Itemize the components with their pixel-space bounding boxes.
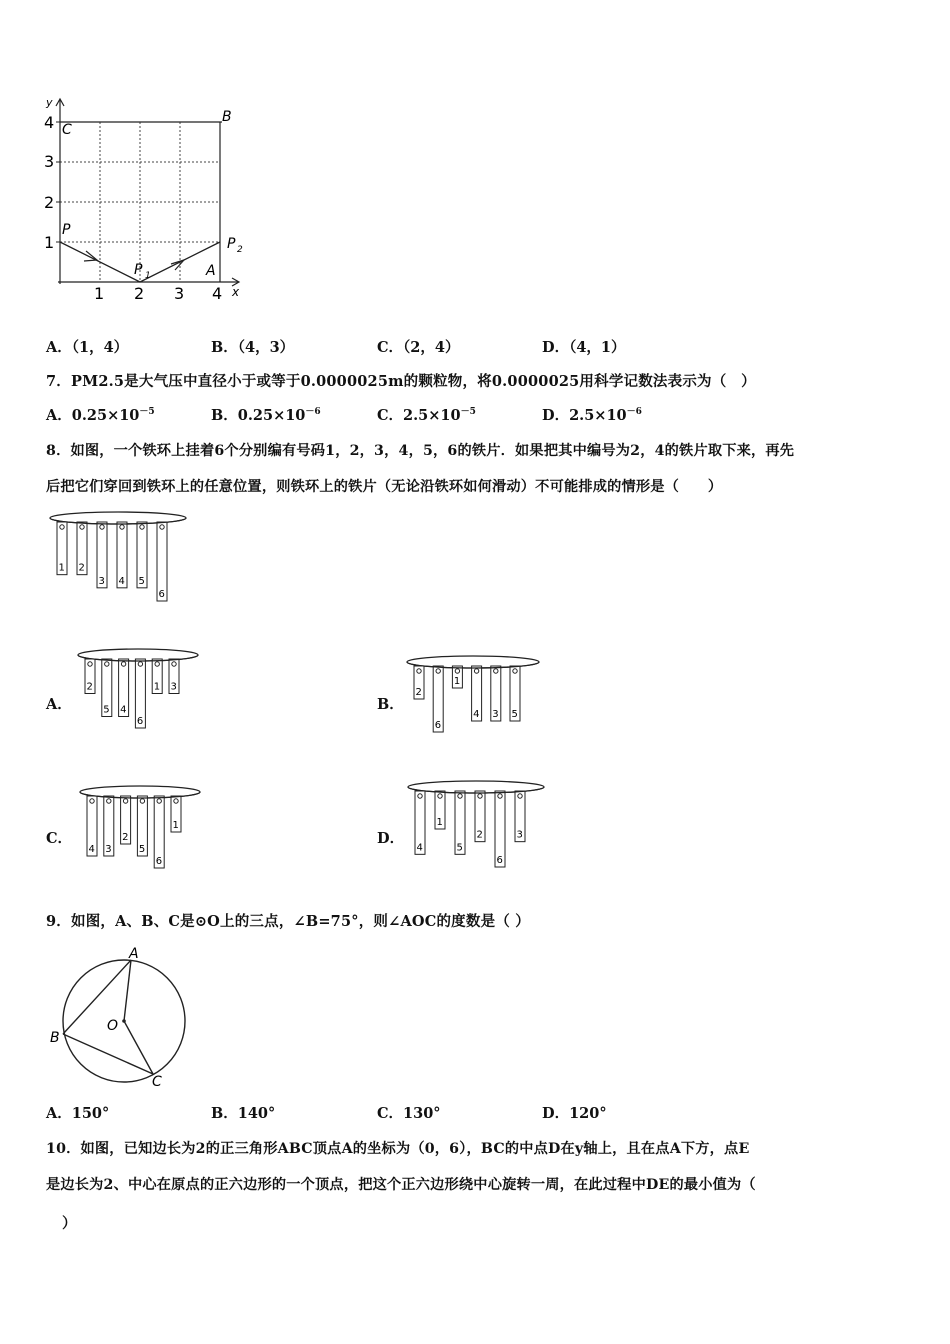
iron-tag (121, 796, 131, 844)
x-tick-1: 1 (94, 284, 105, 303)
iron-tag (472, 666, 482, 721)
iron-tag (491, 666, 501, 721)
iron-tag (137, 522, 147, 588)
q10-question-line1: 10．如图，已知边长为2的正三角形ABC顶点A的坐标为（0，6），BC的中点D在y轴上，且在点A下方，点E (46, 1141, 750, 1157)
y-tick-3: 3 (44, 152, 55, 171)
tag-number: 1 (172, 820, 179, 831)
tag-number: 4 (118, 575, 125, 587)
tag-number: 6 (158, 589, 165, 600)
iron-tag (415, 791, 425, 854)
tag-number: 6 (496, 855, 503, 866)
q7-option-b-base: B．0.25×10 (211, 407, 306, 424)
q9-point-o: O (107, 1018, 119, 1034)
tag-number: 1 (436, 817, 443, 828)
q7-option-d-base: D．2.5×10 (542, 407, 627, 424)
q8-original-ring-figure (48, 508, 188, 613)
iron-tag (154, 796, 164, 868)
point-label-b: B (222, 109, 232, 125)
tag-number: 1 (58, 562, 65, 574)
q9-point-c: C (152, 1074, 162, 1090)
q8-option-d-ring-figure[interactable] (406, 777, 546, 879)
iron-tag (495, 791, 505, 867)
point-label-p2-sub: 2 (237, 245, 243, 255)
point-label-p2: P (227, 236, 236, 252)
x-axis-label: x (232, 285, 240, 299)
tag-number: 5 (138, 844, 146, 855)
iron-tag (117, 522, 127, 588)
tag-number: 3 (105, 844, 112, 855)
q7-option-b[interactable] (211, 404, 321, 425)
q6-option-d[interactable]: D．（4，1） (542, 339, 626, 356)
q9-question-text: 9．如图，A、B、C是⊙O上的三点，∠B=75°，则∠AOC的度数是（ ） (46, 913, 530, 930)
q6-option-c[interactable]: C．（2，4） (377, 339, 460, 356)
iron-tag (435, 791, 445, 829)
q8-option-b-letter[interactable]: B． (377, 696, 404, 713)
tag-number: 4 (416, 842, 423, 854)
tag-number: 5 (103, 704, 110, 716)
q7-option-b-exp: －6 (305, 407, 321, 417)
q7-option-a[interactable] (46, 404, 155, 425)
tag-number: 2 (476, 829, 483, 841)
q8-option-c-ring-figure[interactable] (78, 782, 202, 880)
tag-number: 1 (153, 681, 161, 693)
iron-tag (87, 796, 97, 856)
point-label-p: P (62, 222, 71, 238)
y-axis-label: y (46, 96, 53, 109)
iron-tag (157, 522, 167, 601)
q7-option-d-exp: －6 (626, 407, 642, 417)
tag-number: 2 (78, 562, 85, 574)
iron-tag (119, 659, 129, 717)
q7-option-a-exp: －5 (139, 407, 155, 417)
q8-option-c-letter[interactable]: C． (46, 830, 73, 847)
q9-option-b[interactable]: B．140° (211, 1105, 276, 1122)
point-label-a: A (206, 263, 216, 279)
iron-tag (85, 659, 95, 694)
tag-number: 6 (136, 716, 144, 727)
q8-question-line1: 8．如图，一个铁环上挂着6个分别编有号码1，2，3，4，5，6的铁片．如果把其中编号为2，4的铁片取下来，再先 (46, 443, 795, 459)
q9-circle-figure (46, 944, 196, 1090)
y-tick-4: 4 (44, 113, 55, 132)
q9-option-c[interactable]: C．130° (377, 1105, 441, 1122)
q7-question-text: 7．PM2.5是大气压中直径小于或等于0.0000025m的颗粒物，将0.0000025用科学记数法表示为（ ） (46, 373, 756, 390)
q6-coordinate-figure (36, 92, 256, 306)
q7-option-c-exp: －5 (460, 407, 476, 417)
iron-tag (97, 522, 107, 588)
x-tick-4: 4 (212, 284, 223, 303)
point-label-p1: P (134, 262, 143, 278)
q7-option-c-base: C．2.5×10 (377, 407, 461, 424)
iron-tag (510, 666, 520, 721)
q7-option-a-base: A．0.25×10 (46, 407, 140, 424)
iron-tag (135, 659, 145, 728)
tag-number: 6 (155, 856, 163, 867)
iron-tag (77, 522, 87, 575)
iron-tag (152, 659, 162, 694)
tag-number: 4 (473, 709, 480, 720)
point-label-p1-sub: 1 (145, 271, 151, 281)
q9-point-a: A (129, 946, 139, 962)
tag-number: 1 (453, 676, 461, 687)
q9-option-a[interactable]: A．150° (46, 1105, 110, 1122)
tag-number: 5 (456, 842, 463, 854)
y-tick-2: 2 (44, 193, 55, 212)
q8-option-a-letter[interactable]: A． (46, 696, 72, 713)
q6-option-a[interactable]: A．（1，4） (46, 339, 129, 356)
iron-tag (137, 796, 147, 856)
x-tick-2: 2 (134, 284, 145, 303)
x-tick-3: 3 (174, 284, 185, 303)
iron-tag (455, 791, 465, 854)
tag-number: 4 (88, 844, 95, 855)
q10-question-line2: 是边长为2、中心在原点的正六边形的一个顶点，把这个正六边形绕中心旋转一周，在此过程中DE的最小值为（ (46, 1177, 756, 1193)
iron-tag (171, 796, 181, 832)
iron-tag (414, 666, 424, 699)
q6-option-b[interactable]: B．（4，3） (211, 339, 295, 356)
tag-number: 3 (492, 709, 499, 720)
tag-number: 5 (511, 709, 518, 720)
q10-question-line3: ） (62, 1215, 77, 1232)
y-tick-1: 1 (44, 233, 55, 252)
iron-tag (433, 666, 443, 732)
q9-point-b: B (50, 1030, 60, 1046)
tag-number: 3 (170, 681, 177, 693)
tag-number: 5 (138, 575, 145, 587)
tag-number: 4 (120, 704, 127, 716)
tag-number: 2 (122, 832, 129, 843)
tag-number: 3 (98, 575, 105, 587)
iron-tag (57, 522, 67, 575)
tag-number: 2 (86, 681, 93, 693)
iron-tag (475, 791, 485, 842)
tag-number: 6 (434, 720, 442, 731)
q9-option-d[interactable]: D．120° (542, 1105, 607, 1122)
q8-option-b-ring-figure[interactable] (405, 652, 541, 744)
iron-tag (104, 796, 114, 856)
iron-tag (515, 791, 525, 842)
q8-option-d-letter[interactable]: D． (377, 830, 405, 847)
point-label-c: C (62, 122, 72, 138)
q8-question-line2: 后把它们穿回到铁环上的任意位置，则铁环上的铁片（无论沿铁环如何滑动）不可能排成的情形是（ ） (46, 479, 723, 495)
tag-number: 3 (516, 829, 523, 841)
iron-tag (452, 666, 462, 688)
iron-tag (169, 659, 179, 694)
iron-tag (102, 659, 112, 717)
q7-option-d[interactable] (542, 404, 642, 425)
tag-number: 2 (415, 687, 422, 698)
q7-option-c[interactable] (377, 404, 476, 425)
q8-option-a-ring-figure[interactable] (76, 645, 200, 740)
